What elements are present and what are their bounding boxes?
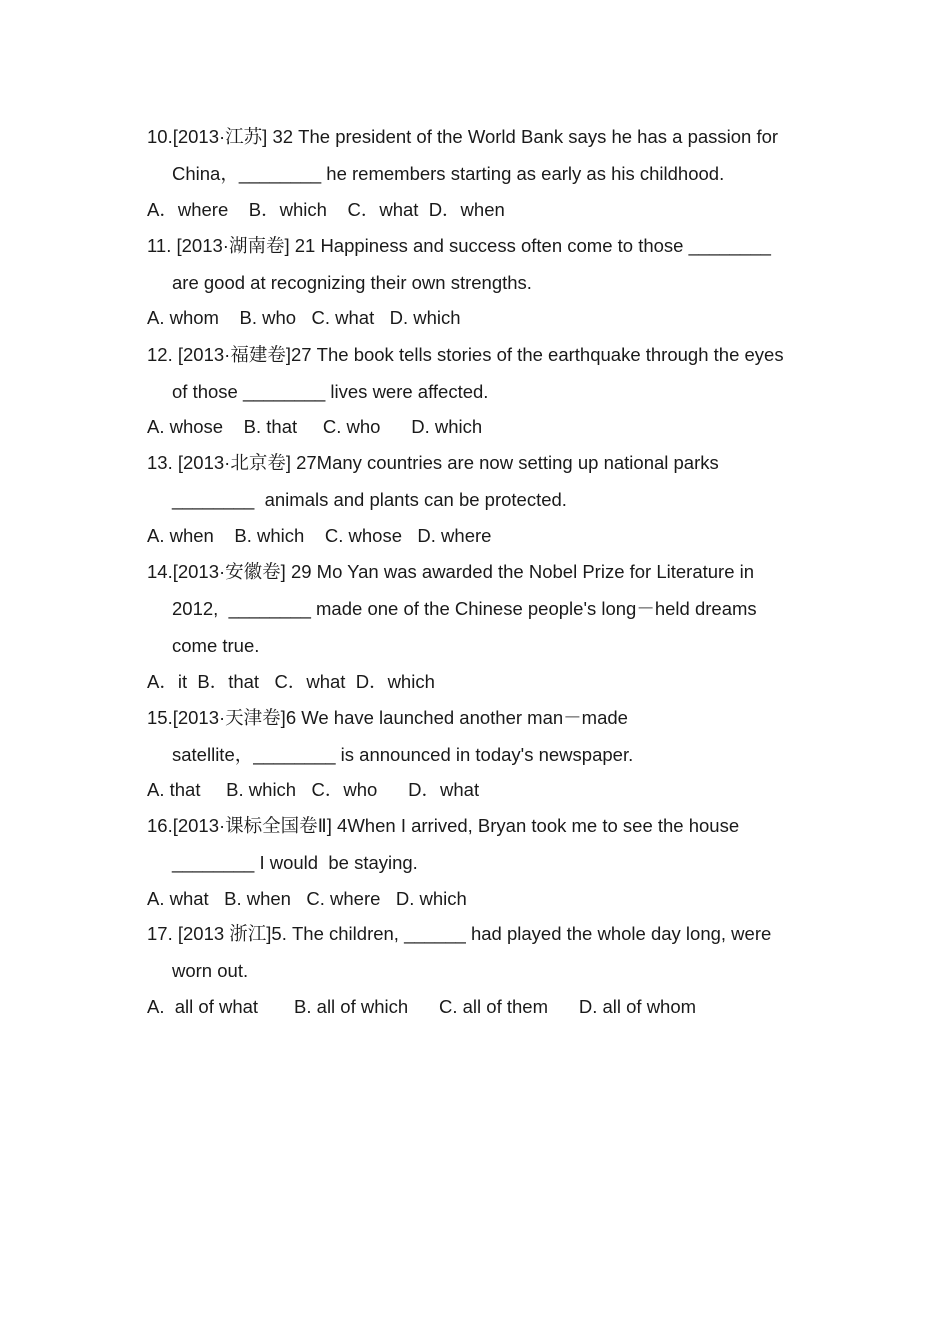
question-stem: 16.[2013·课标全国卷Ⅱ] 4When I arrived, Bryan took me to see the house xyxy=(147,815,740,836)
question-stem: 11. [2013·湖南卷] 21 Happiness and success often come to those ________ xyxy=(147,235,771,256)
question-stem-continued: come true. xyxy=(172,635,260,656)
question-stem-continued: are good at recognizing their own strengths. xyxy=(172,272,532,293)
answer-options: A．it B．that C．what D．which xyxy=(147,671,435,692)
question-stem-continued: satellite，________ is announced in today's newspaper. xyxy=(172,744,634,765)
question-stem: 17. [2013 浙江]5. The children, ______ had played the whole day long, were xyxy=(147,923,772,944)
answer-options: A. that B. which C．who D．what xyxy=(147,779,480,800)
question-stem: 14.[2013·安徽卷] 29 Mo Yan was awarded the Nobel Prize for Literature in xyxy=(147,561,755,582)
answer-options: A. what B. when C. where D. which xyxy=(147,888,467,909)
answer-options: A．where B．which C．what D．when xyxy=(147,199,505,220)
question-stem-continued: 2012, ________ made one of the Chinese people's long－held dreams xyxy=(172,598,757,619)
answer-options: A. whose B. that C. who D. which xyxy=(147,416,483,437)
question-stem: 12. [2013·福建卷]27 The book tells stories of the earthquake through the eyes xyxy=(147,344,784,365)
question-stem: 13. [2013·北京卷] 27Many countries are now setting up national parks xyxy=(147,452,719,473)
answer-options: A. when B. which C. whose D. where xyxy=(147,525,492,546)
question-stem-continued: of those ________ lives were affected. xyxy=(172,381,489,402)
question-stem: 10.[2013·江苏] 32 The president of the World Bank says he has a passion for xyxy=(147,126,779,147)
question-stem: 15.[2013·天津卷]6 We have launched another man－made xyxy=(147,707,628,728)
question-stem-continued: ________ animals and plants can be protected. xyxy=(172,489,567,510)
question-stem-continued: worn out. xyxy=(172,960,249,981)
question-stem-continued: China，________ he remembers starting as early as his childhood. xyxy=(172,163,725,184)
question-stem-continued: ________ I would be staying. xyxy=(172,852,418,873)
answer-options: A. all of what B. all of which C. all of them D. all of whom xyxy=(147,996,697,1017)
answer-options: A. whom B. who C. what D. which xyxy=(147,307,461,328)
